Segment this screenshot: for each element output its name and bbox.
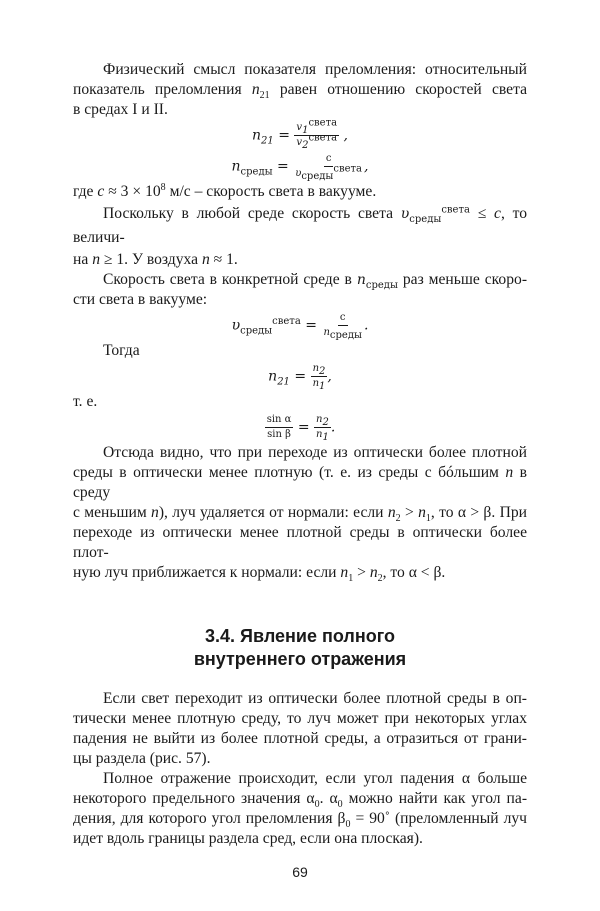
text-line: в средах I и II. bbox=[73, 101, 168, 118]
formula-v-sreda: $\upsilon_{среды}^{света}$ = $\frac{c}{n_{среды}}$ . bbox=[231, 312, 369, 341]
text-line: некоторого предельного значения $\alpha_0$. $\alpha_0$ можно найти как угол па- bbox=[73, 790, 528, 811]
text-line: где $c \approx 3 \times 10^8$ м/с – скорость света в вакууме. bbox=[73, 181, 377, 200]
text-line: тически менее плотную среду, то луч может при некоторых углах bbox=[73, 710, 527, 727]
text-line: переходе из оптически менее плотной среды в оптически более плот- bbox=[73, 524, 527, 561]
text-line: т. е. bbox=[73, 393, 98, 410]
text-line: цы раздела (рис. 57). bbox=[73, 750, 211, 767]
formula-n21-ratio: $n_{21}$ = $\frac{n_2}{n_1}$ , bbox=[268, 363, 332, 392]
var: n bbox=[251, 81, 260, 98]
text-line: на n ≥ 1. У воздуха n ≈ 1. bbox=[73, 251, 238, 268]
formula-n21: $n_{21}$ = $\frac{v_1^{света}}{v_2^{света}}$ , bbox=[252, 117, 348, 151]
text-line: сти света в вакууме: bbox=[73, 291, 208, 308]
text: показатель преломления bbox=[73, 81, 242, 98]
text-line: падения не выйти из более плотной среды, а отразиться от грани- bbox=[73, 730, 527, 747]
text-line: Тогда bbox=[103, 342, 140, 359]
page-number: 69 bbox=[292, 864, 308, 880]
formula-n-sreda: $n_{среды}$ = $\frac{c}{\upsilon_{среды}^{света}}$ , bbox=[231, 153, 369, 182]
sub: 21 bbox=[259, 90, 270, 102]
text: равен отношению скоростей света bbox=[279, 81, 527, 98]
section-heading: 3.4. Явление полного bbox=[205, 626, 395, 646]
text-line: Полное отражение происходит, если угол падения α больше bbox=[103, 770, 527, 787]
text-line: с меньшим n), луч удаляется от нормали: если $n_2 > n_1$, то α > β. При bbox=[73, 504, 527, 525]
text-line: Поскольку в любой среде скорость света $\upsilon_{среды}^{света} \le c$, то величи- bbox=[73, 204, 528, 246]
text-line: Если свет переходит из оптически более плотной среды в оп- bbox=[103, 690, 527, 707]
text-line: Физический смысл показателя преломления: относительный bbox=[103, 61, 527, 78]
text-line bbox=[73, 80, 527, 100]
formula-snell: $\frac{\text{sin α}}{\text{sin β}}$ = $\frac{n_2}{n_1}$ . bbox=[266, 414, 336, 443]
text-line: ную луч приближается к нормали: если $n_1 > n_2$, то α < β. bbox=[73, 564, 446, 585]
text-line: идет вдоль границы раздела сред, если она плоская). bbox=[73, 830, 423, 847]
text-line: Отсюда видно, что при переходе из оптически более плотной bbox=[103, 444, 527, 461]
section-heading: внутреннего отражения bbox=[193, 649, 407, 669]
text-line: среды в оптически менее плотную (т. е. из среды с бóльшим n в среду bbox=[73, 464, 527, 501]
text-line: дения, для которого угол преломления $\beta_0$ = 90˚ (преломленный луч bbox=[73, 810, 527, 831]
text-line: Скорость света в конкретной среде в $n_{среды}$ раз меньше скоро- bbox=[103, 271, 528, 291]
